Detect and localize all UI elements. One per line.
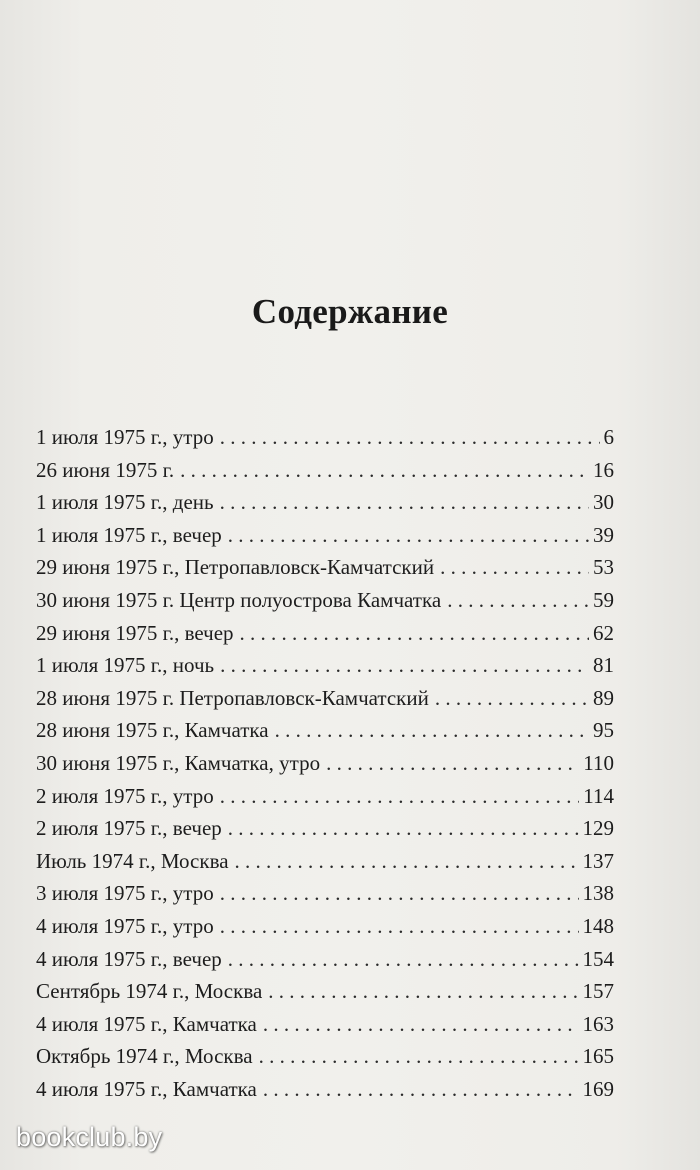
toc-entry-page: 148	[582, 913, 614, 938]
toc-entry	[36, 947, 614, 980]
toc-leader-dots	[268, 979, 578, 1004]
toc-entry-page: 138	[582, 881, 614, 906]
site-watermark: bookclub.by	[16, 1122, 163, 1152]
toc-entry-label: 30 июня 1975 г., Камчатка, утро	[36, 750, 321, 775]
toc-leader-dots	[220, 490, 589, 515]
toc-entry-label: Октябрь 1974 г., Москва	[36, 1044, 253, 1069]
toc-entry-label: 28 июня 1975 г., Камчатка	[36, 718, 269, 743]
toc-entry	[36, 751, 614, 784]
toc-entry	[36, 979, 614, 1012]
table-of-contents	[36, 425, 614, 1109]
toc-leader-dots	[220, 653, 589, 678]
toc-leader-dots	[447, 588, 589, 613]
toc-entry-page: 157	[582, 979, 614, 1004]
toc-entry-page: 154	[582, 946, 614, 971]
toc-entry-label: 29 июня 1975 г., вечер	[36, 620, 234, 645]
toc-entry	[36, 784, 614, 817]
toc-leader-dots	[275, 718, 589, 743]
toc-entry	[36, 1044, 614, 1077]
toc-leader-dots	[228, 947, 579, 972]
toc-entry-page: 6	[603, 425, 614, 449]
toc-entry-page: 169	[582, 1076, 614, 1101]
toc-entry-page: 81	[593, 653, 614, 678]
toc-entry-label: 4 июля 1975 г., Камчатка	[36, 1011, 257, 1036]
toc-entry-label: 26 июня 1975 г.	[36, 457, 175, 482]
toc-entry-label: Июль 1974 г., Москва	[36, 848, 229, 873]
toc-entry-page: 165	[582, 1044, 614, 1069]
toc-leader-dots	[326, 751, 579, 776]
toc-entry-page: 114	[583, 783, 614, 808]
toc-entry-page: 163	[582, 1011, 614, 1036]
toc-entry	[36, 718, 614, 751]
toc-entry	[36, 881, 614, 914]
toc-entry-page: 16	[593, 457, 614, 482]
toc-entry-page: 110	[583, 750, 614, 775]
toc-entry	[36, 588, 614, 621]
toc-entry-label: 4 июля 1975 г., Камчатка	[36, 1076, 257, 1101]
toc-entry-page: 30	[593, 490, 614, 515]
toc-entry	[36, 849, 614, 882]
toc-leader-dots	[220, 425, 600, 450]
toc-entry	[36, 555, 614, 588]
toc-entry	[36, 1077, 614, 1110]
toc-entry-label: Сентябрь 1974 г., Москва	[36, 979, 263, 1004]
toc-entry-label: 1 июля 1975 г., день	[36, 490, 214, 515]
toc-entry-page: 137	[582, 848, 614, 873]
toc-leader-dots	[240, 621, 589, 646]
toc-entry-label: 30 июня 1975 г. Центр полуострова Камчатка	[36, 587, 442, 612]
toc-entry-page: 62	[593, 620, 614, 645]
toc-leader-dots	[228, 816, 579, 841]
toc-entry-page: 129	[582, 816, 614, 841]
toc-leader-dots	[235, 849, 579, 874]
toc-entry	[36, 914, 614, 947]
toc-entry-label: 1 июля 1975 г., вечер	[36, 522, 222, 547]
toc-entry-label: 4 июля 1975 г., вечер	[36, 946, 222, 971]
toc-entry-label: 4 июля 1975 г., утро	[36, 913, 214, 938]
toc-leader-dots	[228, 523, 589, 548]
page-title: Содержание	[251, 292, 449, 331]
toc-entry-page: 53	[593, 555, 614, 580]
toc-entry-label: 1 июля 1975 г., ночь	[36, 653, 215, 678]
toc-leader-dots	[220, 881, 579, 906]
toc-entry	[36, 1012, 614, 1045]
toc-entry	[36, 816, 614, 849]
toc-entry-page: 89	[593, 685, 614, 710]
toc-leader-dots	[220, 784, 580, 809]
toc-leader-dots	[263, 1077, 579, 1102]
toc-entry-label: 2 июля 1975 г., утро	[36, 783, 214, 808]
toc-entry	[36, 523, 614, 556]
toc-entry-page: 95	[593, 718, 614, 743]
toc-entry-page: 59	[593, 587, 614, 612]
toc-entry-label: 28 июня 1975 г. Петропавловск-Камчатский	[36, 685, 429, 710]
toc-entry	[36, 653, 614, 686]
toc-leader-dots	[259, 1044, 579, 1069]
toc-entry	[36, 458, 614, 491]
toc-entry-label: 3 июля 1975 г., утро	[36, 881, 214, 906]
toc-entry-label: 1 июля 1975 г., утро	[36, 425, 214, 449]
toc-leader-dots	[440, 555, 589, 580]
toc-leader-dots	[435, 686, 589, 711]
toc-entry-page: 39	[593, 522, 614, 547]
toc-entry	[36, 686, 614, 719]
toc-entry	[36, 425, 614, 458]
toc-leader-dots	[180, 458, 589, 483]
toc-entry-label: 2 июля 1975 г., вечер	[36, 816, 222, 841]
toc-entry-label: 29 июня 1975 г., Петропавловск-Камчатский	[36, 555, 435, 580]
toc-entry	[36, 490, 614, 523]
toc-leader-dots	[220, 914, 579, 939]
toc-leader-dots	[263, 1012, 579, 1037]
toc-entry	[36, 621, 614, 654]
